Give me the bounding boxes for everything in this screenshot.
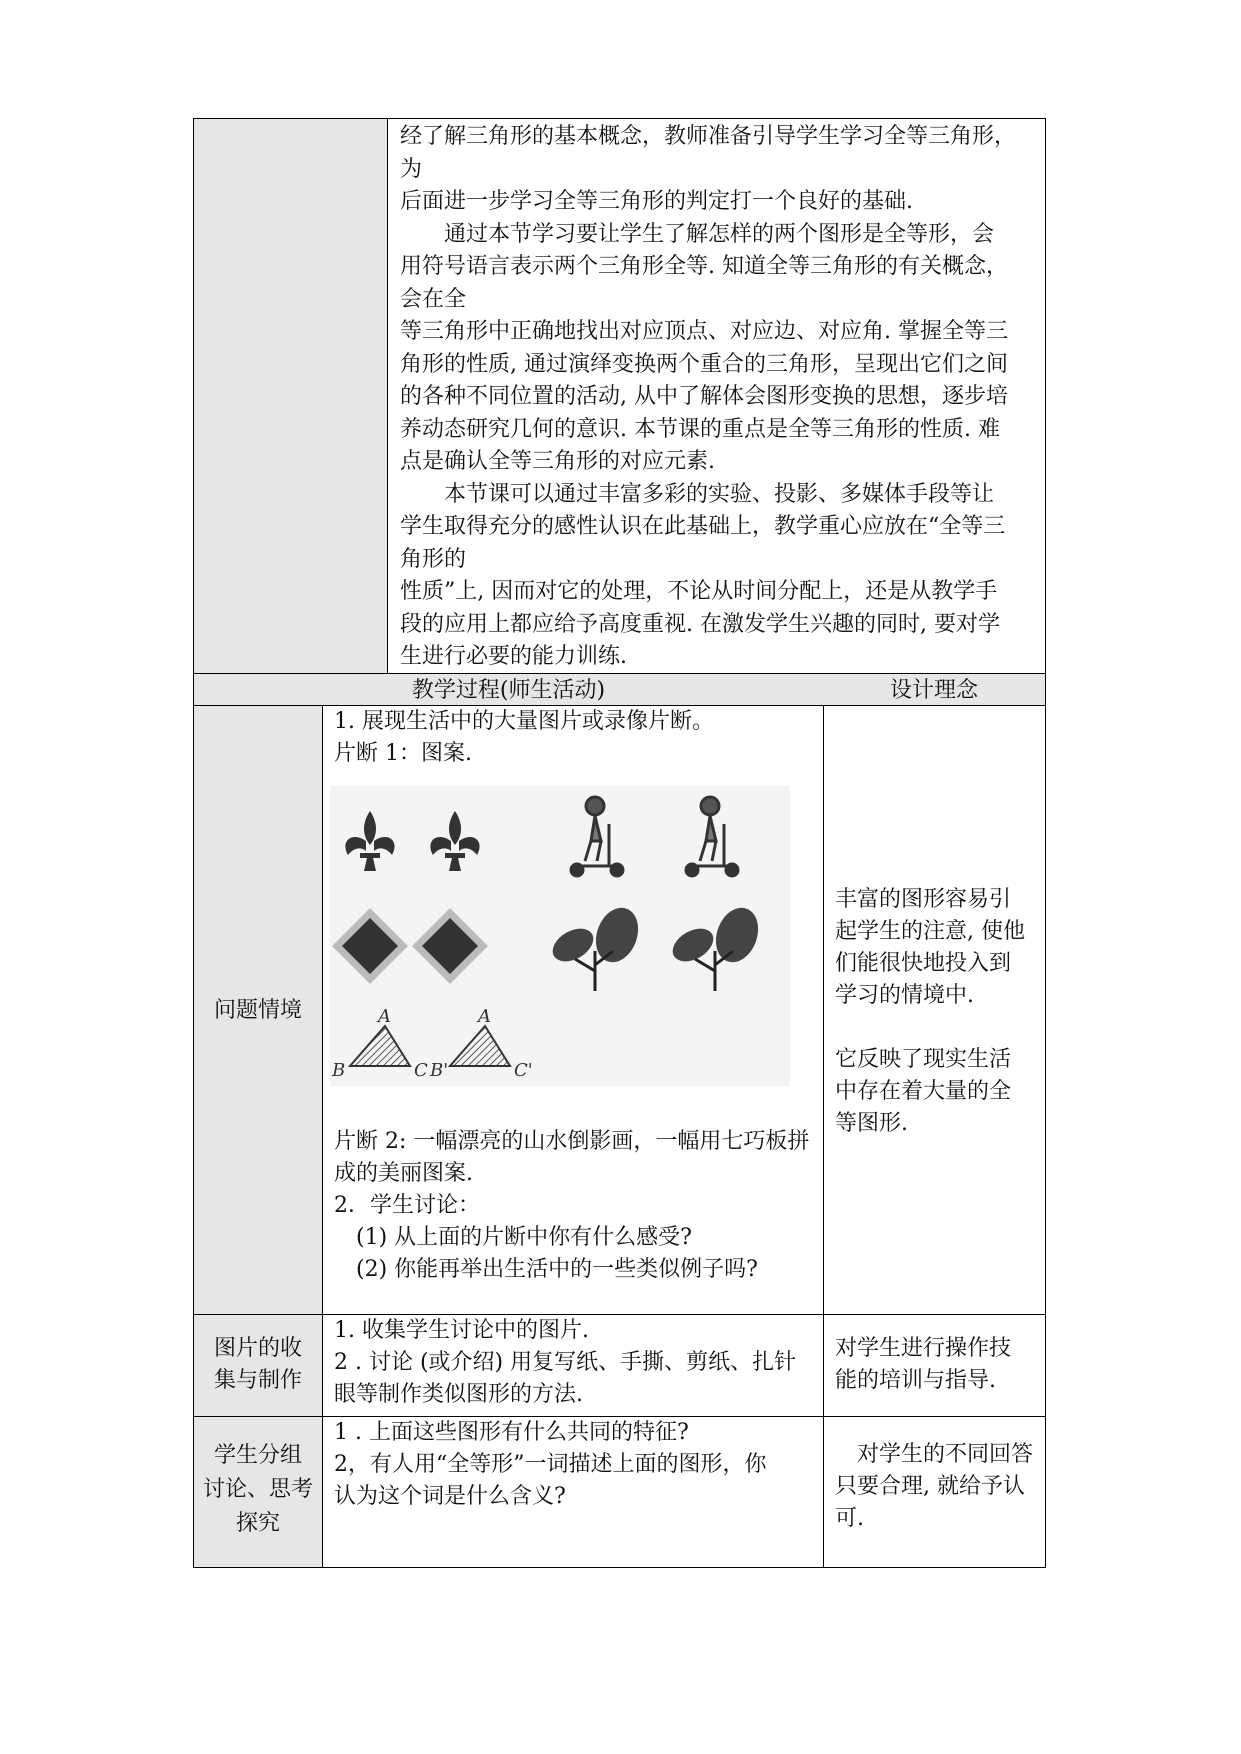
text-line: 探究 bbox=[235, 1511, 280, 1536]
text-line: 学习的情境中. bbox=[835, 983, 974, 1008]
text-line: 可. bbox=[835, 1506, 864, 1531]
text-line: (2) 你能再举出生活中的一些类似例子吗? bbox=[334, 1257, 758, 1282]
row2-content-cell bbox=[322, 1314, 824, 1417]
text-line: 角形的 bbox=[400, 546, 467, 572]
text-line: 通过本节学习要让学生了解怎样的两个图形是全等形，会 bbox=[400, 221, 995, 247]
text-line: 起学生的注意, 使他 bbox=[835, 919, 1025, 944]
text-line: 丰富的图形容易引 bbox=[835, 887, 1012, 912]
vertex-label-b1: B bbox=[332, 1060, 346, 1081]
intro-content-cell bbox=[388, 118, 1046, 675]
text-line: 用符号语言表示两个三角形全等. 知道全等三角形的有关概念， bbox=[400, 254, 1008, 279]
text-line: 生进行必要的能力训练. bbox=[400, 644, 627, 669]
row1-label-cell bbox=[193, 705, 323, 1315]
text-line: 养动态研究几何的意识. 本节课的重点是全等三角形的性质. 难 bbox=[400, 416, 1000, 442]
text-line: 为 bbox=[400, 156, 423, 182]
text-line: 图片的收 bbox=[213, 1336, 302, 1361]
text-line: 们能很快地投入到 bbox=[835, 951, 1012, 976]
vertex-label-b2: B' bbox=[430, 1060, 449, 1081]
text-line: 等三角形中正确地找出对应顶点、对应边、对应角. 掌握全等三 bbox=[400, 319, 1008, 344]
text-line: 对学生进行操作技 bbox=[835, 1336, 1012, 1361]
header-process-cell bbox=[193, 673, 824, 706]
header-idea-cell bbox=[823, 673, 1046, 706]
text-line: 会在全 bbox=[400, 286, 467, 312]
text-line: 的各种不同位置的活动, 从中了解体会图形变换的思想，逐步培 bbox=[400, 384, 1008, 409]
pattern-figure bbox=[330, 786, 790, 1086]
text-line: 角形的性质, 通过演绎变换两个重合的三角形，呈现出它们之间 bbox=[400, 351, 1008, 377]
intro-label-cell bbox=[193, 118, 388, 675]
header-process: 教学过程(师生活动) bbox=[411, 677, 606, 703]
text-line: 只要合理, 就给予认 bbox=[835, 1474, 1025, 1499]
text-line: 1 . 上面这些图形有什么共同的特征? bbox=[334, 1420, 689, 1445]
text-line: 对学生的不同回答 bbox=[835, 1442, 1034, 1467]
text-line: (1) 从上面的片断中你有什么感受? bbox=[334, 1225, 692, 1250]
text-line: 中存在着大量的全 bbox=[835, 1079, 1012, 1104]
vertex-label-c2: C' bbox=[514, 1060, 533, 1081]
text-line: 2．学生讨论： bbox=[334, 1193, 480, 1218]
row2-label-cell bbox=[193, 1314, 323, 1417]
text-line: 片断 1：图案. bbox=[334, 741, 472, 766]
text-line: 1. 收集学生讨论中的图片. bbox=[334, 1318, 589, 1343]
text-line: 本节课可以通过丰富多彩的实验、投影、多媒体手段等让 bbox=[400, 481, 995, 507]
text-line: 它反映了现实生活 bbox=[835, 1047, 1012, 1072]
row2-idea-cell bbox=[823, 1314, 1046, 1417]
text-line: 经了解三角形的基本概念，教师准备引导学生学习全等三角形， bbox=[400, 124, 1017, 149]
vertex-label-a2: A bbox=[478, 1006, 491, 1027]
text-line: 集与制作 bbox=[213, 1368, 302, 1393]
text-line: 段的应用上都应给予高度重视. 在激发学生兴趣的同时, 要对学 bbox=[400, 611, 1000, 637]
text-line: 点是确认全等三角形的对应元素. bbox=[400, 449, 715, 474]
text-line: 眼等制作类似图形的方法. bbox=[334, 1382, 583, 1407]
text-line: 成的美丽图案. bbox=[334, 1161, 473, 1186]
text-line: 学生取得充分的感性认识在此基础上，教学重心应放在“全等三 bbox=[400, 514, 1006, 539]
row3-idea-cell bbox=[823, 1416, 1046, 1568]
text-line: 讨论、思考 bbox=[202, 1477, 313, 1502]
row1-label: 问题情境 bbox=[213, 998, 302, 1023]
row1-content-cell bbox=[322, 705, 824, 1315]
text-line: 能的培训与指导. bbox=[835, 1368, 996, 1393]
text-line: 2，有人用“全等形”一词描述上面的图形，你 bbox=[334, 1452, 767, 1477]
header-idea: 设计理念 bbox=[889, 677, 978, 703]
vertex-label-c1: C bbox=[414, 1060, 428, 1081]
row3-content-cell bbox=[322, 1416, 824, 1568]
text-line: 2 . 讨论 (或介绍) 用复写纸、手撕、剪纸、扎针 bbox=[334, 1350, 797, 1375]
text-line: 后面进一步学习全等三角形的判定打一个良好的基础. bbox=[400, 189, 913, 214]
vertex-label-a1: A bbox=[378, 1006, 391, 1027]
text-line: 学生分组 bbox=[213, 1443, 302, 1468]
row1-idea-cell bbox=[823, 705, 1046, 1315]
text-line: 等图形. bbox=[835, 1111, 908, 1136]
text-line: 1. 展现生活中的大量图片或录像片断。 bbox=[334, 709, 714, 734]
text-line: 认为这个词是什么含义? bbox=[334, 1484, 566, 1509]
row3-label-cell bbox=[193, 1416, 323, 1568]
text-line: 性质”上, 因而对它的处理，不论从时间分配上，还是从教学手 bbox=[400, 579, 998, 604]
text-line: 片断 2: 一幅漂亮的山水倒影画，一幅用七巧板拼 bbox=[334, 1129, 810, 1154]
